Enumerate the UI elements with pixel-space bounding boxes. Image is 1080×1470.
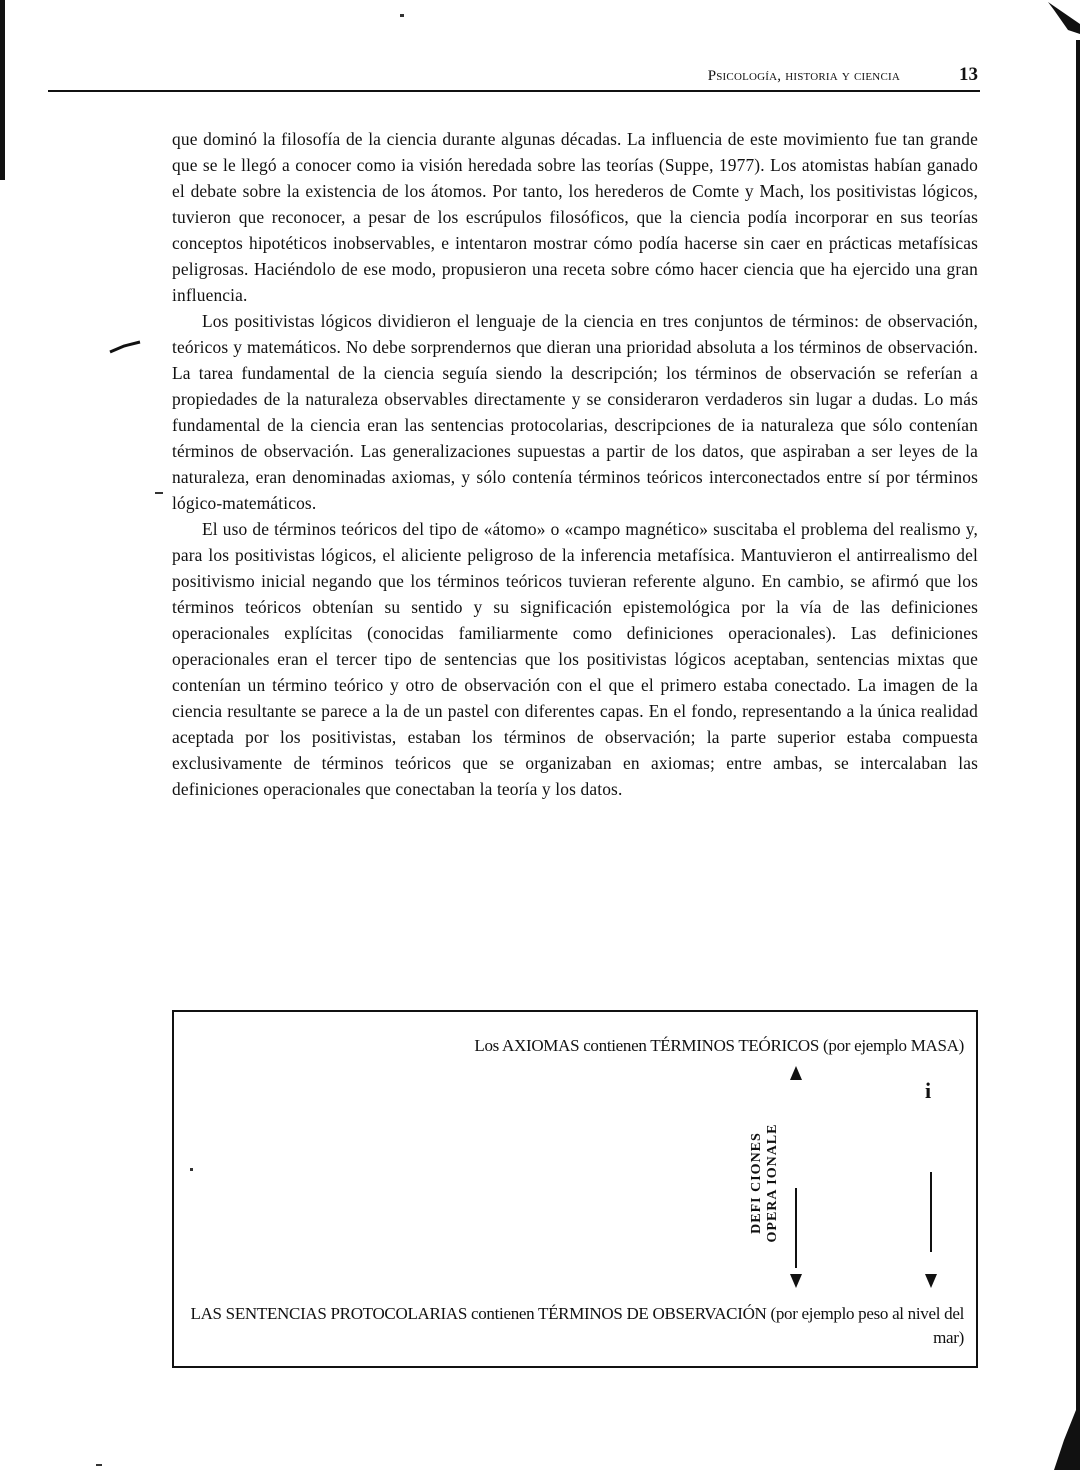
running-head — [48, 62, 980, 92]
scan-speck — [400, 14, 404, 17]
running-head-title: Psicología, historia y ciencia — [707, 68, 900, 84]
body-text — [172, 126, 978, 802]
scan-edge-corner — [1020, 0, 1080, 40]
arrow-up-icon — [790, 1066, 802, 1080]
figure-marker-i: i — [925, 1078, 932, 1103]
paragraph: que dominó la filosofía de la ciencia durante algunas décadas. La influencia de este movimiento fue tan grande que se le llegó a conocer como ia visión heredada sobre las teorías (Suppe, 1977). Los atomistas habían ganado el debate sobre la existencia de los átomos. Por tanto, los herederos de Comte y Mach, los positivistas lógicos, tuvieron que reconocer, a pesar de los escrúpulos filosóficos, que la ciencia podía incorporar en sus teorías conceptos hipotéticos inobservables, e intentaron mostrar cómo podía hacerse sin caer en prácticas metafísicas peligrosas. Haciéndolo de ese modo, propusieron una receta sobre cómo hacer ciencia que ha ejercido una gran influencia. — [172, 129, 978, 305]
figure-top-text: Los AXIOMAS contienen TÉRMINOS TEÓRICOS (por ejemplo MASA) — [474, 1036, 964, 1055]
scan-dash — [96, 1464, 102, 1466]
figure-box — [172, 1010, 978, 1368]
page-number: 13 — [959, 64, 978, 85]
side-label-2: OPERA IONALE — [765, 1123, 780, 1243]
scan-speck — [190, 1168, 193, 1171]
paragraph: El uso de términos teóricos del tipo de «átomo» o «campo magnético» suscitaba el problema del realismo y, para los positivistas lógicos, el aliciente peligroso de la inferencia metafísica. Mantuvieron el antirrealismo del positivismo inicial negando que los términos teóricos tuvieran referente alguno. En cambio, se afirmó que los términos teóricos obtenían su sentido y su significación epistemológica por la vía de las definiciones operacionales explícitas (conocidas familiarmente como definiciones operacionales). Las definiciones operacionales eran el tercer tipo de sentencias que los positivistas lógicos aceptaban, sentencias mixtas que contenían un término teórico y otro de observación con el que el primero estaba conectado. La imagen de la ciencia resultante se parece a la de un pastel con diferentes capas. En el fondo, representando a la única realidad aceptada por los positivistas, estaban los términos de observación; la parte superior estaba compuesta exclusivamente de términos teóricos que se organizaban en axiomas; entre ambas, se intercalaban las definiciones operacionales que conectaban la teoría y los datos. — [172, 519, 978, 799]
arrow-down-icon — [925, 1274, 937, 1288]
scan-edge-left — [0, 0, 5, 180]
side-label-1: DEFI CIONES — [749, 1132, 764, 1234]
figure-bottom-text: LAS SENTENCIAS PROTOCOLARIAS contienen TÉRMINOS DE OBSERVACIÓN (por ejemplo peso al nivel del mar) — [190, 1304, 964, 1347]
scan-pen-mark — [108, 340, 142, 354]
scan-dash — [155, 492, 163, 494]
paragraph: Los positivistas lógicos dividieron el lenguaje de la ciencia en tres conjuntos de términos: de observación, teóricos y matemáticos. No debe sorprendernos que dieran una prioridad absoluta a los términos de observación. La tarea fundamental de la ciencia seguía siendo la descripción; los términos de observación se referían a propiedades de la naturaleza observables directamente y se consideraron verdaderos sin lugar a dudas. Lo más fundamental de la ciencia eran las sentencias protocolarias, descripciones de ia naturaleza que sólo contenían términos de observación. Las generalizaciones supuestas a partir de los datos, que aspiraban a ser leyes de la naturaleza, eran denominadas axiomas, y sólo contenía términos teóricos interconectados entre sí por términos lógico-matemáticos. — [172, 311, 978, 513]
operational-definitions-label — [740, 1108, 790, 1258]
scan-edge-right — [1050, 40, 1080, 1470]
right-arrow-line — [930, 1172, 932, 1252]
arrow-down-icon — [790, 1274, 802, 1288]
left-arrow-line — [795, 1188, 797, 1268]
